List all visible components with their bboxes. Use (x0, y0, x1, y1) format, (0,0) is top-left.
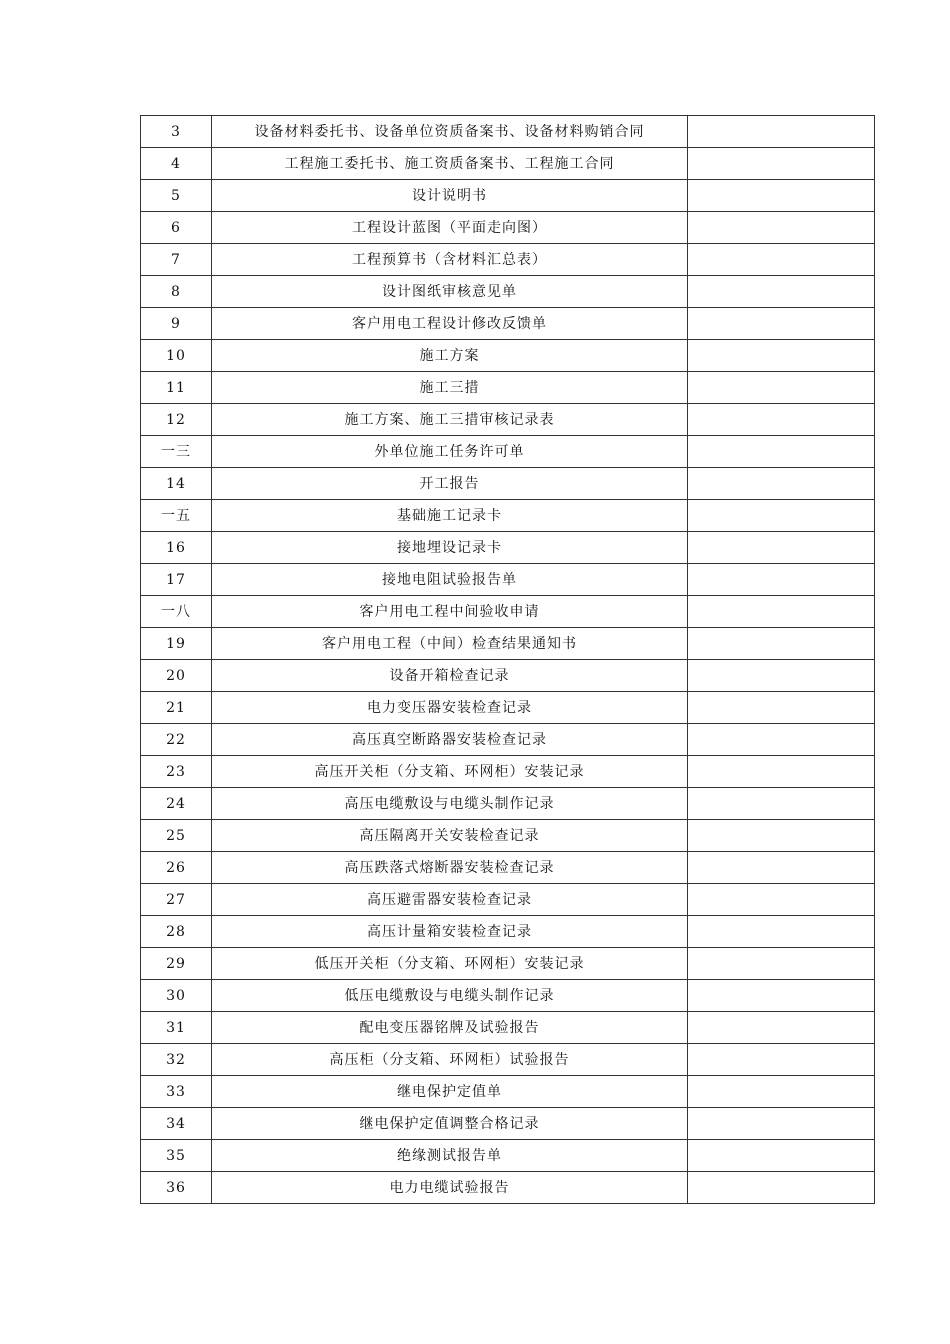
note-cell (688, 1044, 875, 1076)
table-row (141, 756, 875, 788)
document-name-cell: 电力变压器安装检查记录 (212, 692, 688, 724)
table-row (141, 852, 875, 884)
document-name-cell: 施工方案 (212, 340, 688, 372)
table-row (141, 148, 875, 180)
row-number-cell: 4 (141, 148, 212, 180)
note-cell (688, 148, 875, 180)
document-name-cell: 接地电阻试验报告单 (212, 564, 688, 596)
table-row (141, 404, 875, 436)
table-row (141, 820, 875, 852)
table-row (141, 308, 875, 340)
note-cell (688, 884, 875, 916)
document-name-cell: 客户用电工程（中间）检查结果通知书 (212, 628, 688, 660)
table-row (141, 532, 875, 564)
note-cell (688, 244, 875, 276)
row-number-cell: 9 (141, 308, 212, 340)
note-cell (688, 820, 875, 852)
note-cell (688, 372, 875, 404)
note-cell (688, 692, 875, 724)
note-cell (688, 756, 875, 788)
note-cell (688, 500, 875, 532)
note-cell (688, 564, 875, 596)
row-number-cell: 27 (141, 884, 212, 916)
table-row (141, 628, 875, 660)
row-number-cell: 22 (141, 724, 212, 756)
table-row (141, 244, 875, 276)
document-name-cell: 高压真空断路器安装检查记录 (212, 724, 688, 756)
row-number-cell: 36 (141, 1172, 212, 1204)
document-table (140, 115, 875, 1204)
note-cell (688, 436, 875, 468)
table-row (141, 468, 875, 500)
document-name-cell: 施工方案、施工三措审核记录表 (212, 404, 688, 436)
table-row (141, 980, 875, 1012)
table-body (141, 116, 875, 1204)
document-name-cell: 工程预算书（含材料汇总表） (212, 244, 688, 276)
document-name-cell: 设备开箱检查记录 (212, 660, 688, 692)
row-number-cell: 34 (141, 1108, 212, 1140)
note-cell (688, 788, 875, 820)
table-row (141, 564, 875, 596)
document-name-cell: 低压开关柜（分支箱、环网柜）安装记录 (212, 948, 688, 980)
row-number-cell: 24 (141, 788, 212, 820)
table-row (141, 212, 875, 244)
note-cell (688, 852, 875, 884)
table-row (141, 1108, 875, 1140)
row-number-cell: 11 (141, 372, 212, 404)
note-cell (688, 308, 875, 340)
document-name-cell: 高压电缆敷设与电缆头制作记录 (212, 788, 688, 820)
note-cell (688, 1108, 875, 1140)
table-row (141, 596, 875, 628)
row-number-cell: 25 (141, 820, 212, 852)
table-row (141, 788, 875, 820)
table-row (141, 1140, 875, 1172)
note-cell (688, 340, 875, 372)
note-cell (688, 1076, 875, 1108)
document-name-cell: 低压电缆敷设与电缆头制作记录 (212, 980, 688, 1012)
document-name-cell: 高压隔离开关安装检查记录 (212, 820, 688, 852)
note-cell (688, 1140, 875, 1172)
table-row (141, 884, 875, 916)
document-name-cell: 设计说明书 (212, 180, 688, 212)
document-name-cell: 电力电缆试验报告 (212, 1172, 688, 1204)
note-cell (688, 724, 875, 756)
row-number-cell: 10 (141, 340, 212, 372)
document-name-cell: 配电变压器铭牌及试验报告 (212, 1012, 688, 1044)
table-row (141, 916, 875, 948)
row-number-cell: 16 (141, 532, 212, 564)
row-number-cell: 一五 (141, 500, 212, 532)
document-name-cell: 施工三措 (212, 372, 688, 404)
table-row (141, 372, 875, 404)
note-cell (688, 916, 875, 948)
document-name-cell: 高压开关柜（分支箱、环网柜）安装记录 (212, 756, 688, 788)
document-name-cell: 高压避雷器安装检查记录 (212, 884, 688, 916)
row-number-cell: 23 (141, 756, 212, 788)
note-cell (688, 596, 875, 628)
row-number-cell: 29 (141, 948, 212, 980)
table-row (141, 116, 875, 148)
document-name-cell: 继电保护定值单 (212, 1076, 688, 1108)
document-name-cell: 开工报告 (212, 468, 688, 500)
document-name-cell: 高压柜（分支箱、环网柜）试验报告 (212, 1044, 688, 1076)
row-number-cell: 7 (141, 244, 212, 276)
table-row (141, 500, 875, 532)
row-number-cell: 12 (141, 404, 212, 436)
document-name-cell: 接地埋设记录卡 (212, 532, 688, 564)
table-row (141, 1012, 875, 1044)
document-name-cell: 客户用电工程中间验收申请 (212, 596, 688, 628)
note-cell (688, 660, 875, 692)
row-number-cell: 14 (141, 468, 212, 500)
note-cell (688, 1012, 875, 1044)
note-cell (688, 116, 875, 148)
note-cell (688, 180, 875, 212)
note-cell (688, 468, 875, 500)
note-cell (688, 276, 875, 308)
note-cell (688, 948, 875, 980)
row-number-cell: 5 (141, 180, 212, 212)
note-cell (688, 628, 875, 660)
table-row (141, 724, 875, 756)
row-number-cell: 一八 (141, 596, 212, 628)
row-number-cell: 3 (141, 116, 212, 148)
document-name-cell: 绝缘测试报告单 (212, 1140, 688, 1172)
table-row (141, 180, 875, 212)
table-row (141, 340, 875, 372)
document-name-cell: 工程设计蓝图（平面走向图） (212, 212, 688, 244)
table-row (141, 660, 875, 692)
note-cell (688, 532, 875, 564)
row-number-cell: 33 (141, 1076, 212, 1108)
document-name-cell: 客户用电工程设计修改反馈单 (212, 308, 688, 340)
table-row (141, 948, 875, 980)
table-row (141, 1076, 875, 1108)
row-number-cell: 21 (141, 692, 212, 724)
document-name-cell: 设计图纸审核意见单 (212, 276, 688, 308)
document-name-cell: 继电保护定值调整合格记录 (212, 1108, 688, 1140)
row-number-cell: 20 (141, 660, 212, 692)
row-number-cell: 26 (141, 852, 212, 884)
note-cell (688, 404, 875, 436)
document-name-cell: 设备材料委托书、设备单位资质备案书、设备材料购销合同 (212, 116, 688, 148)
note-cell (688, 1172, 875, 1204)
note-cell (688, 212, 875, 244)
document-name-cell: 工程施工委托书、施工资质备案书、工程施工合同 (212, 148, 688, 180)
row-number-cell: 32 (141, 1044, 212, 1076)
table-row (141, 1172, 875, 1204)
document-name-cell: 高压计量箱安装检查记录 (212, 916, 688, 948)
document-name-cell: 外单位施工任务许可单 (212, 436, 688, 468)
row-number-cell: 28 (141, 916, 212, 948)
row-number-cell: 6 (141, 212, 212, 244)
row-number-cell: 19 (141, 628, 212, 660)
note-cell (688, 980, 875, 1012)
table-row (141, 1044, 875, 1076)
table-row (141, 276, 875, 308)
row-number-cell: 31 (141, 1012, 212, 1044)
table-row (141, 692, 875, 724)
row-number-cell: 35 (141, 1140, 212, 1172)
document-name-cell: 基础施工记录卡 (212, 500, 688, 532)
row-number-cell: 17 (141, 564, 212, 596)
row-number-cell: 8 (141, 276, 212, 308)
row-number-cell: 一三 (141, 436, 212, 468)
row-number-cell: 30 (141, 980, 212, 1012)
document-name-cell: 高压跌落式熔断器安装检查记录 (212, 852, 688, 884)
table-row (141, 436, 875, 468)
